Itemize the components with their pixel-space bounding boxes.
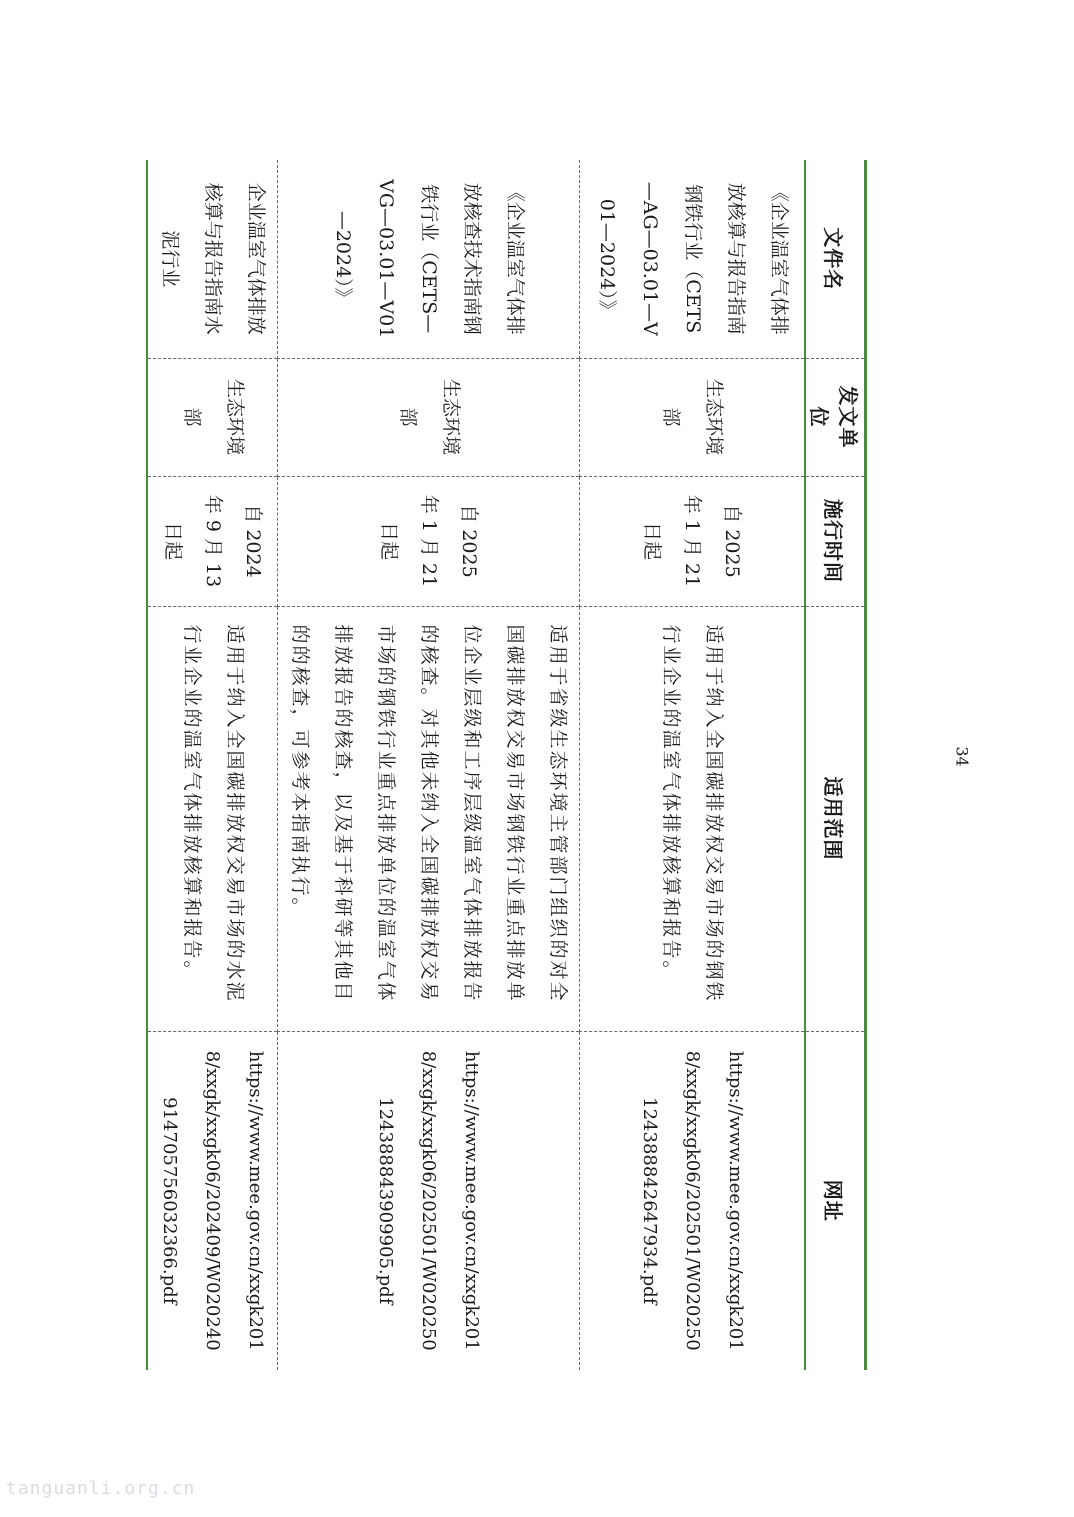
cell-url-link[interactable]: https://www.mee.gov.cn/xxgk2018/xxgk/xxgk06/202501/W020250124388843909905.pdf xyxy=(278,1031,580,1370)
cell-file-name: 《企业温室气体排放核算与报告指南钢铁行业（CETS—AG—03.01—V01—2024）》 xyxy=(580,160,805,358)
table-row xyxy=(148,160,279,1370)
cell-scope: 适用于纳入全国碳排放权交易市场的钢铁行业企业的温室气体排放核算和报告。 xyxy=(580,606,805,1031)
cell-scope: 适用于省级生态环境主管部门组织的对全国碳排放权交易市场钢铁行业重点排放单位企业层级和工序层级温室气体排放报告的核查。对其他未纳入全国碳排放权交易市场的钢铁行业重点排放单位的温室气体排放报告的核查，以及基于科研等其他目的的核查，可参考本指南执行。 xyxy=(278,606,580,1031)
table-row xyxy=(580,160,805,1370)
standards-table xyxy=(147,160,868,1370)
cell-file-name: 企业温室气体排放核算与报告指南水泥行业 xyxy=(148,160,279,358)
rotated-table-container xyxy=(159,160,867,1370)
cell-effective-date: 自 2025 年 1 月 21 日起 xyxy=(580,476,805,606)
cell-url-link[interactable]: https://www.mee.gov.cn/xxgk2018/xxgk/xxgk06/202409/W020240914705756032366.pdf xyxy=(148,1031,279,1370)
page-number: 34 xyxy=(952,746,972,767)
header-effective-date: 施行时间 xyxy=(805,476,866,606)
cell-url-link[interactable]: https://www.mee.gov.cn/xxgk2018/xxgk/xxgk06/202501/W020250124388842647934.pdf xyxy=(580,1031,805,1370)
cell-issuer: 生态环境部 xyxy=(148,358,279,476)
cell-file-name: 《企业温室气体排放核查技术指南钢铁行业（CETS—VG—03.01—V01—2024）》 xyxy=(278,160,580,358)
cell-scope: 适用于纳入全国碳排放权交易市场的水泥行业企业的温室气体排放核算和报告。 xyxy=(148,606,279,1031)
cell-effective-date: 自 2024 年 9 月 13 日起 xyxy=(148,476,279,606)
table-row xyxy=(278,160,580,1370)
site-watermark: tanguanli.org.cn xyxy=(6,1478,196,1499)
header-scope: 适用范围 xyxy=(805,606,866,1031)
cell-issuer: 生态环境部 xyxy=(278,358,580,476)
header-file-name: 文件名 xyxy=(805,160,866,358)
header-issuer: 发文单位 xyxy=(805,358,866,476)
cell-effective-date: 自 2025 年 1 月 21 日起 xyxy=(278,476,580,606)
header-url: 网址 xyxy=(805,1031,866,1370)
table-header-row xyxy=(805,160,866,1370)
cell-issuer: 生态环境部 xyxy=(580,358,805,476)
